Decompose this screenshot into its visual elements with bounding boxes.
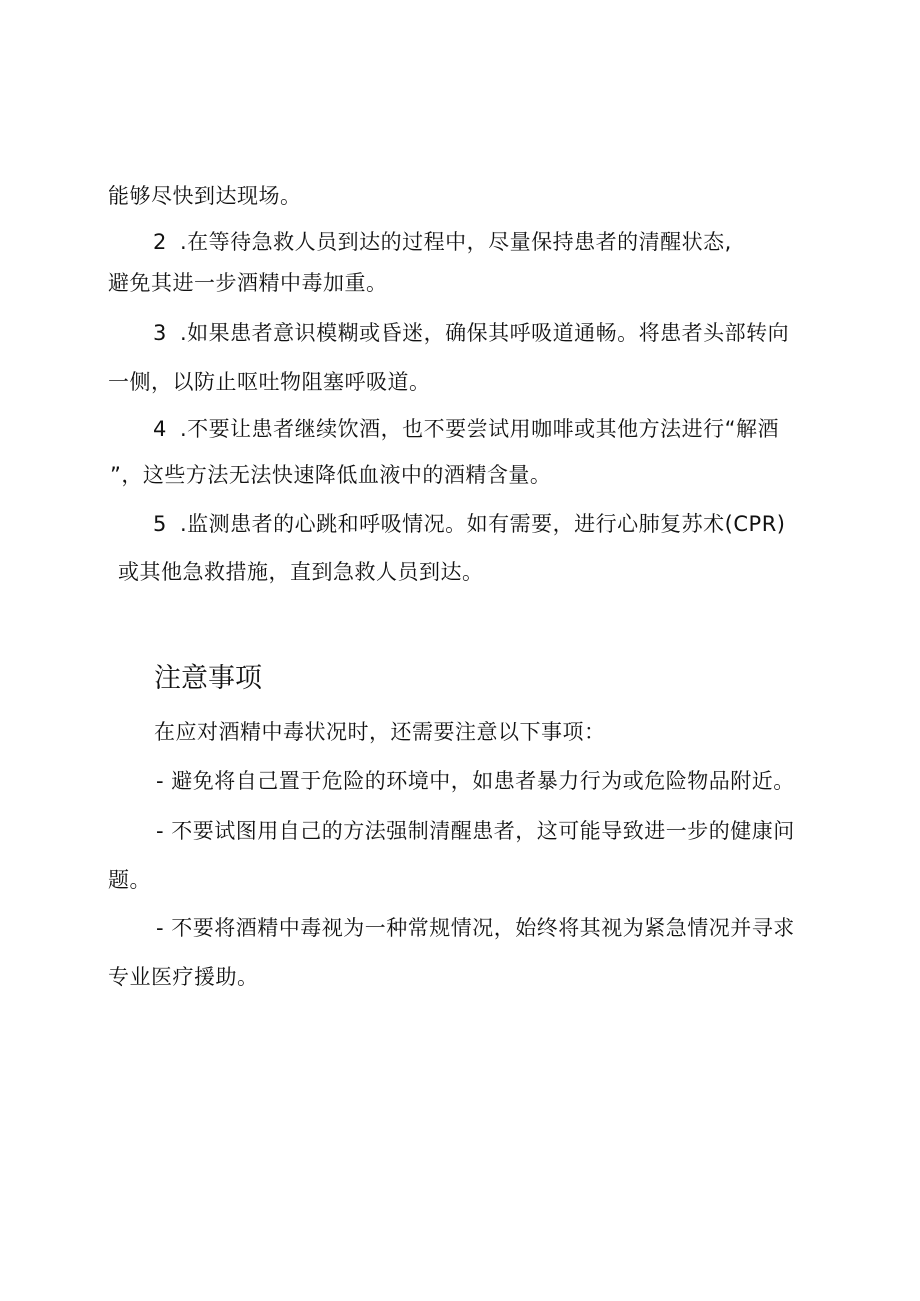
step-2-text-cont: 避免其进一步酒精中毒加重。 [108, 271, 388, 295]
step-5-text: .监测患者的心跳和呼吸情况。如有需要，进行心肺复苏术(CPR) [180, 512, 786, 536]
step-2-text: .在等待急救人员到达的过程中，尽量保持患者的清醒状态, [180, 230, 732, 254]
step-4-text: .不要让患者继续饮酒，也不要尝试用咖啡或其他方法进行“解酒 [180, 417, 780, 441]
notes-item-2: - 不要试图用自己的方法强制清醒患者，这可能导致进一步的健康问 [156, 819, 795, 843]
step-3-text-cont: 一侧，以防止呕吐物阻塞呼吸道。 [108, 370, 431, 394]
step-2-number: 2 [153, 230, 167, 254]
notes-item-3-cont: 专业医疗援助。 [108, 965, 259, 989]
step-3-text: .如果患者意识模糊或昏迷，确保其呼吸道通畅。将患者头部转向 [180, 321, 790, 345]
continuation-text: 能够尽快到达现场。 [108, 184, 302, 208]
notes-item-3: - 不要将酒精中毒视为一种常规情况，始终将其视为紧急情况并寻求 [156, 916, 795, 940]
notes-heading: 注意事项 [154, 663, 262, 694]
notes-item-1: - 避免将自己置于危险的环境中，如患者暴力行为或危险物品附近。 [156, 769, 795, 793]
step-5-text-cont: 或其他急救措施，直到急救人员到达。 [118, 560, 484, 584]
step-3-number: 3 [153, 321, 167, 345]
notes-item-2-cont: 题。 [108, 868, 151, 892]
step-5-number: 5 [153, 512, 167, 536]
step-4-number: 4 [153, 417, 167, 441]
step-4-text-cont: ”，这些方法无法快速降低血液中的酒精含量。 [110, 463, 552, 487]
notes-intro: 在应对酒精中毒状况时，还需要注意以下事项： [154, 720, 606, 744]
